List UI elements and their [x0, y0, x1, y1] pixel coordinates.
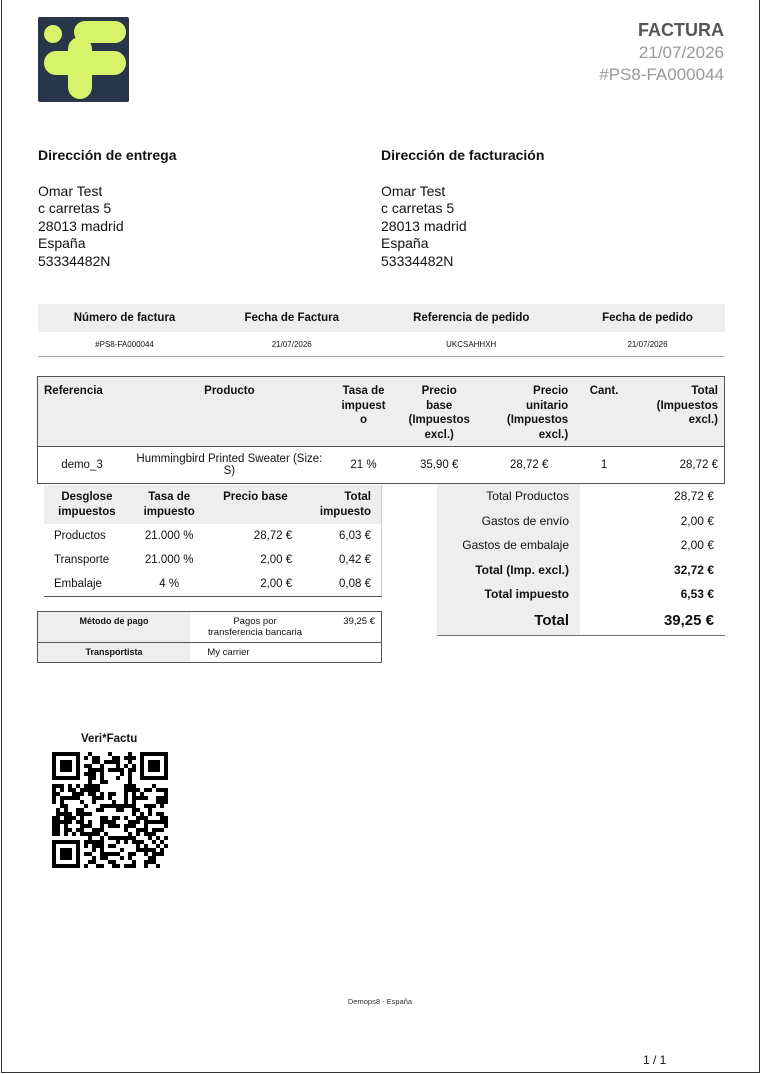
product-column-header: Cant. — [574, 377, 634, 447]
invoice-info-table — [38, 304, 725, 357]
info-value: #PS8-FA000044 — [38, 332, 211, 357]
product-column-header: Total (Impuestos excl.) — [634, 377, 725, 447]
tax-column-header: Desglose impuestos — [44, 485, 130, 524]
totals-value: 2,00 € — [680, 513, 714, 528]
invoice-date: 21/07/2026 — [638, 43, 724, 62]
products-table — [37, 376, 725, 484]
product-column-header: Precio base (Impuestos excl.) — [394, 377, 484, 447]
tax-cell: 21.000 % — [144, 554, 194, 566]
tax-cell: 28,72 € — [253, 530, 293, 542]
info-value: 21/07/2026 — [211, 332, 372, 357]
totals-table — [437, 484, 725, 636]
delivery-line: 28013 madrid — [38, 217, 124, 234]
tax-cell: 4 % — [159, 578, 180, 590]
tax-cell: 2,00 € — [260, 578, 293, 590]
verifactu-title: Veri*Factu — [81, 733, 138, 745]
tax-cell: Productos — [54, 530, 106, 542]
product-cell: 35,90 € — [420, 459, 459, 471]
tax-cell: 0,42 € — [339, 554, 371, 566]
payment-table — [37, 611, 382, 663]
product-column-header: Producto — [126, 377, 333, 447]
totals-label: Gastos de envío — [437, 509, 580, 534]
invoice-title: FACTURA — [638, 20, 724, 40]
info-header: Número de factura — [38, 304, 211, 332]
tax-cell: 21.000 % — [144, 530, 194, 542]
totals-row — [437, 484, 725, 509]
tax-cell: Transporte — [54, 554, 110, 566]
tax-column-header: Precio base — [209, 485, 303, 524]
product-column-header: Precio unitario (Impuestos excl.) — [484, 377, 574, 447]
carrier-value: My carrier — [207, 647, 250, 658]
shop-logo — [38, 17, 129, 102]
delivery-line: 53334482N — [38, 252, 111, 269]
tax-cell: 2,00 € — [260, 554, 293, 566]
billing-line: c carretas 5 — [381, 200, 455, 216]
billing-line: 53334482N — [381, 252, 454, 269]
totals-row — [437, 582, 725, 607]
product-column-header: Referencia — [38, 377, 126, 447]
tax-breakdown-table — [44, 485, 382, 597]
info-header: Fecha de pedido — [570, 304, 725, 332]
totals-row — [437, 558, 725, 583]
tax-row — [44, 548, 382, 572]
product-column-header: Tasa de impuest o — [333, 377, 394, 447]
totals-value: 6,53 € — [680, 587, 714, 602]
totals-row — [437, 509, 725, 534]
payment-method-label: Método de pago — [38, 612, 191, 643]
footer-text: Demops8 - España — [347, 997, 413, 1006]
info-value: 21/07/2026 — [570, 332, 725, 357]
totals-label: Total (Imp. excl.) — [437, 558, 580, 583]
delivery-line: c carretas 5 — [38, 200, 112, 216]
delivery-heading: Dirección de entrega — [38, 147, 177, 163]
billing-address — [381, 147, 544, 270]
grand-total-label: Total — [437, 607, 580, 636]
tax-row — [44, 572, 382, 597]
delivery-address — [38, 147, 177, 270]
product-cell: 28,72 € — [510, 459, 549, 471]
tax-cell: Embalaje — [54, 578, 102, 590]
product-cell: 1 — [600, 459, 608, 471]
product-cell: demo_3 — [61, 459, 103, 471]
totals-value: 32,72 € — [673, 562, 714, 577]
product-row — [38, 447, 725, 484]
carrier-label: Transportista — [38, 643, 191, 663]
tax-row — [44, 524, 382, 548]
payment-method-line: Pagos por — [233, 616, 277, 627]
verifactu-qr-code — [52, 752, 168, 868]
page-number: 1 / 1 — [643, 1053, 667, 1067]
totals-row — [437, 533, 725, 558]
grand-total-value: 39,25 € — [663, 612, 714, 629]
tax-column-header: Tasa de impuesto — [130, 485, 209, 524]
billing-line: 28013 madrid — [381, 217, 467, 234]
totals-label: Gastos de embalaje — [437, 533, 580, 558]
invoice-number: #PS8-FA000044 — [599, 65, 724, 84]
totals-label: Total Productos — [437, 484, 580, 509]
info-header: Fecha de Factura — [211, 304, 372, 332]
totals-label: Total impuesto — [437, 582, 580, 607]
tax-cell: 6,03 € — [339, 530, 371, 542]
payment-method-value — [190, 612, 320, 643]
logo-icon — [38, 17, 129, 102]
product-cell: Hummingbird Printed Sweater (Size: S) — [136, 453, 323, 477]
product-cell: 28,72 € — [679, 459, 718, 471]
delivery-line: Omar Test — [38, 182, 103, 199]
invoice-header — [599, 20, 724, 85]
totals-value: 28,72 € — [673, 489, 714, 504]
tax-column-header: Total impuesto — [302, 485, 381, 524]
billing-line: España — [381, 235, 429, 251]
tax-cell: 0,08 € — [339, 578, 371, 590]
info-header: Referencia de pedido — [372, 304, 570, 332]
delivery-line: España — [38, 235, 86, 251]
info-value: UKCSAHHXH — [372, 332, 570, 357]
billing-heading: Dirección de facturación — [381, 147, 545, 163]
billing-line: Omar Test — [381, 182, 446, 199]
grand-total-row — [437, 607, 725, 636]
payment-method-line: transferencia bancaria — [208, 627, 302, 638]
product-cell: 21 % — [350, 459, 377, 471]
payment-amount: 39,25 € — [343, 616, 375, 627]
totals-value: 2,00 € — [680, 538, 714, 553]
